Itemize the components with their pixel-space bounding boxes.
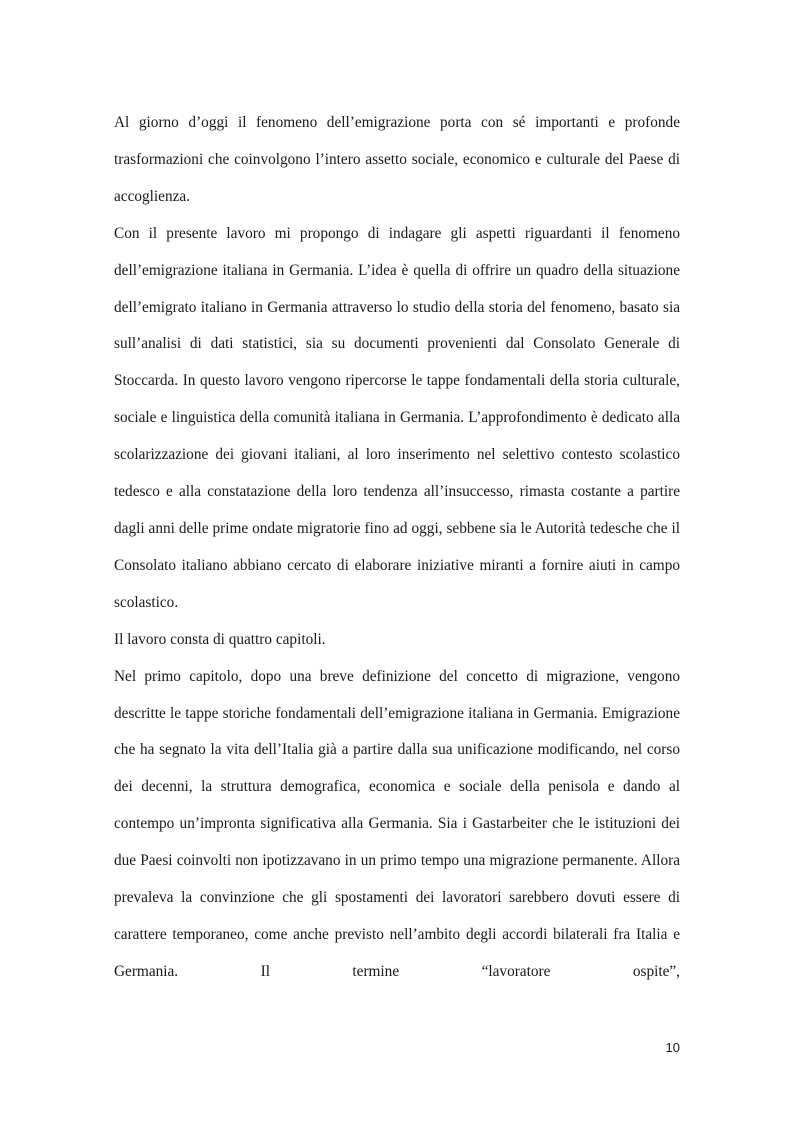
paragraph-purpose: Con il presente lavoro mi propongo di indagare gli aspetti riguardanti il fenomeno dell’emigrazione italiana in Germania. L’idea è quella di offrire un quadro della situazione dell’emigrato italiano in Germania attraverso lo studio della storia del fenomeno, basato sia sull’analisi di dati statistici, sia su documenti provenienti dal Consolato Generale di Stoccarda. In questo lavoro vengono ripercorse le tappe fondamentali della storia culturale, sociale e linguistica della comunità italiana in Germania. L’approfondimento è dedicato alla scolarizzazione dei giovani italiani, al loro inserimento nel selettivo contesto scolastico tedesco e alla constatazione della loro tendenza all’insuccesso, rimasta costante a partire dagli anni delle prime ondate migratorie fino ad oggi, sebbene sia le Autorità tedesche che il Consolato italiano abbiano cercato di elaborare iniziative miranti a fornire aiuti in campo scolastico. bbox=[114, 224, 680, 611]
paragraph-structure: Il lavoro consta di quattro capitoli. bbox=[114, 630, 326, 648]
page-number: 10 bbox=[665, 1040, 680, 1055]
body-text bbox=[114, 105, 680, 991]
paragraph-intro: Al giorno d’oggi il fenomeno dell’emigrazione porta con sé importanti e profonde trasformazioni che coinvolgono l’intero assetto sociale, economico e culturale del Paese di accoglienza. bbox=[114, 114, 680, 205]
paragraph-chapter-one: Nel primo capitolo, dopo una breve definizione del concetto di migrazione, vengono descritte le tappe storiche fondamentali dell’emigrazione italiana in Germania. Emigrazione che ha segnato la vita dell’Italia già a partire dalla sua unificazione modificando, nel corso dei decenni, la struttura demografica, economica e sociale della penisola e dando al contempo un’impronta significativa alla Germania. Sia i Gastarbeiter che le istituzioni dei due Paesi coinvolti non ipotizzavano in un primo tempo una migrazione permanente. Allora prevaleva la convinzione che gli spostamenti dei lavoratori sarebbero dovuti essere di carattere temporaneo, come anche previsto nell’ambito degli accordi bilaterali fra Italia e Germania. Il termine “lavoratore ospite”, bbox=[114, 667, 680, 980]
